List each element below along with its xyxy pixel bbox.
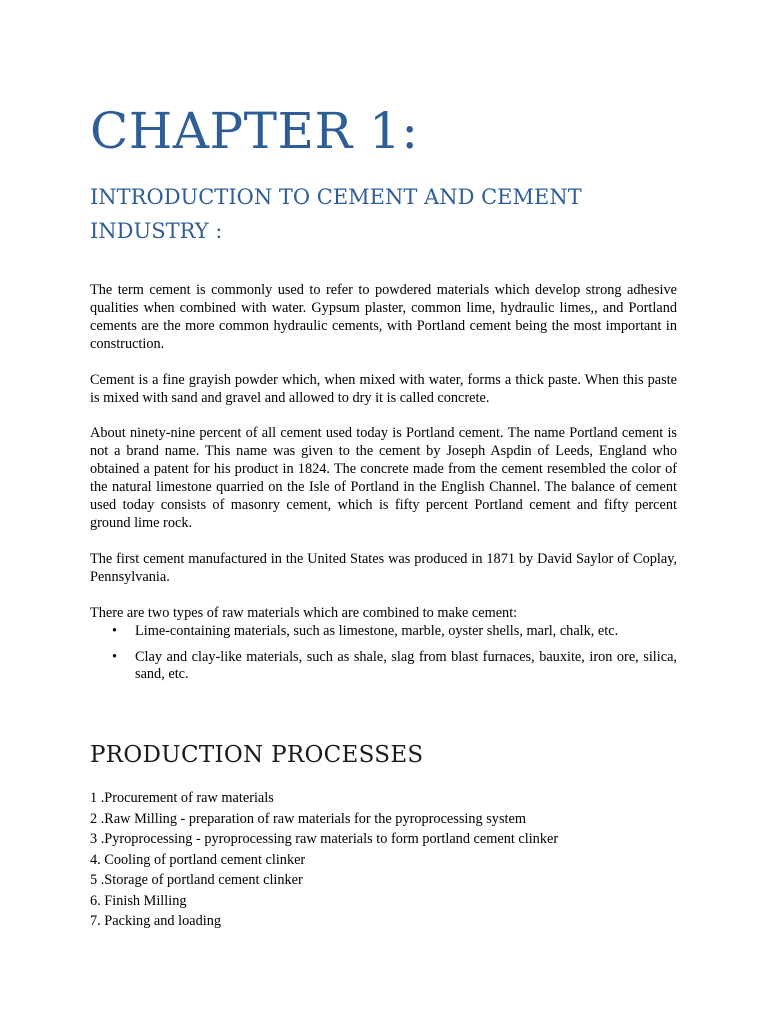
raw-materials-intro: There are two types of raw materials which are combined to make cement: [90, 604, 518, 621]
chapter-title: CHAPTER 1: [90, 102, 419, 160]
list-item: 7. Packing and loading [90, 913, 222, 929]
list-item: 5 .Storage of portland cement clinker [90, 872, 303, 888]
list-item: 3 .Pyroprocessing - pyroprocessing raw materials to form portland cement clinker [90, 831, 559, 847]
body-text [90, 282, 677, 692]
raw-materials-list [90, 623, 677, 685]
paragraph-first-us-cement: The first cement manufactured in the United States was produced in 1871 by David Saylor of Coplay, Pennsylvania. [90, 550, 677, 585]
chapter-subtitle: INTRODUCTION TO CEMENT AND CEMENT INDUSTRY : [90, 185, 582, 243]
bullet-icon: • [112, 622, 118, 639]
list-item [90, 649, 677, 685]
paragraph-cement-definition: The term cement is commonly used to refer to powdered materials which develop strong adhesive qualities when combined with water. Gypsum plaster, common lime, hydraulic limes,, and Portland cements are the more common hydraulic cements, with Portland cement being the most important in construction. [90, 282, 677, 352]
bullet-icon: • [112, 648, 118, 665]
list-item-text: Lime-containing materials, such as limestone, marble, oyster shells, marl, chalk, etc. [135, 622, 619, 639]
list-item: 1 .Procurement of raw materials [90, 790, 274, 806]
paragraph-cement-concrete: Cement is a fine grayish powder which, when mixed with water, forms a thick paste. When this paste is mixed with sand and gravel and allowed to dry it is called concrete. [90, 371, 677, 406]
list-item [90, 623, 677, 641]
list-item-text: Clay and clay-like materials, such as shale, slag from blast furnaces, bauxite, iron ore, silica, sand, etc. [135, 648, 677, 683]
production-steps-list [90, 788, 558, 932]
list-item: 2 .Raw Milling - preparation of raw materials for the pyroprocessing system [90, 810, 526, 827]
list-item: 4. Cooling of portland cement clinker [90, 851, 306, 868]
list-item: 6. Finish Milling [90, 892, 187, 909]
paragraph-portland-history: About ninety-nine percent of all cement used today is Portland cement. The name Portland cement is not a brand name. This name was given to the cement by Joseph Aspdin of Leeds, England who obtained a patent for his product in 1824. The concrete made from the cement resembled the color of the natural limestone quarried on the Isle of Portland in the English Channel. The balance of cement used today consists of masonry cement, which is fifty percent Portland cement and fifty percent ground lime rock. [90, 425, 677, 531]
production-heading: PRODUCTION PROCESSES [90, 742, 424, 768]
